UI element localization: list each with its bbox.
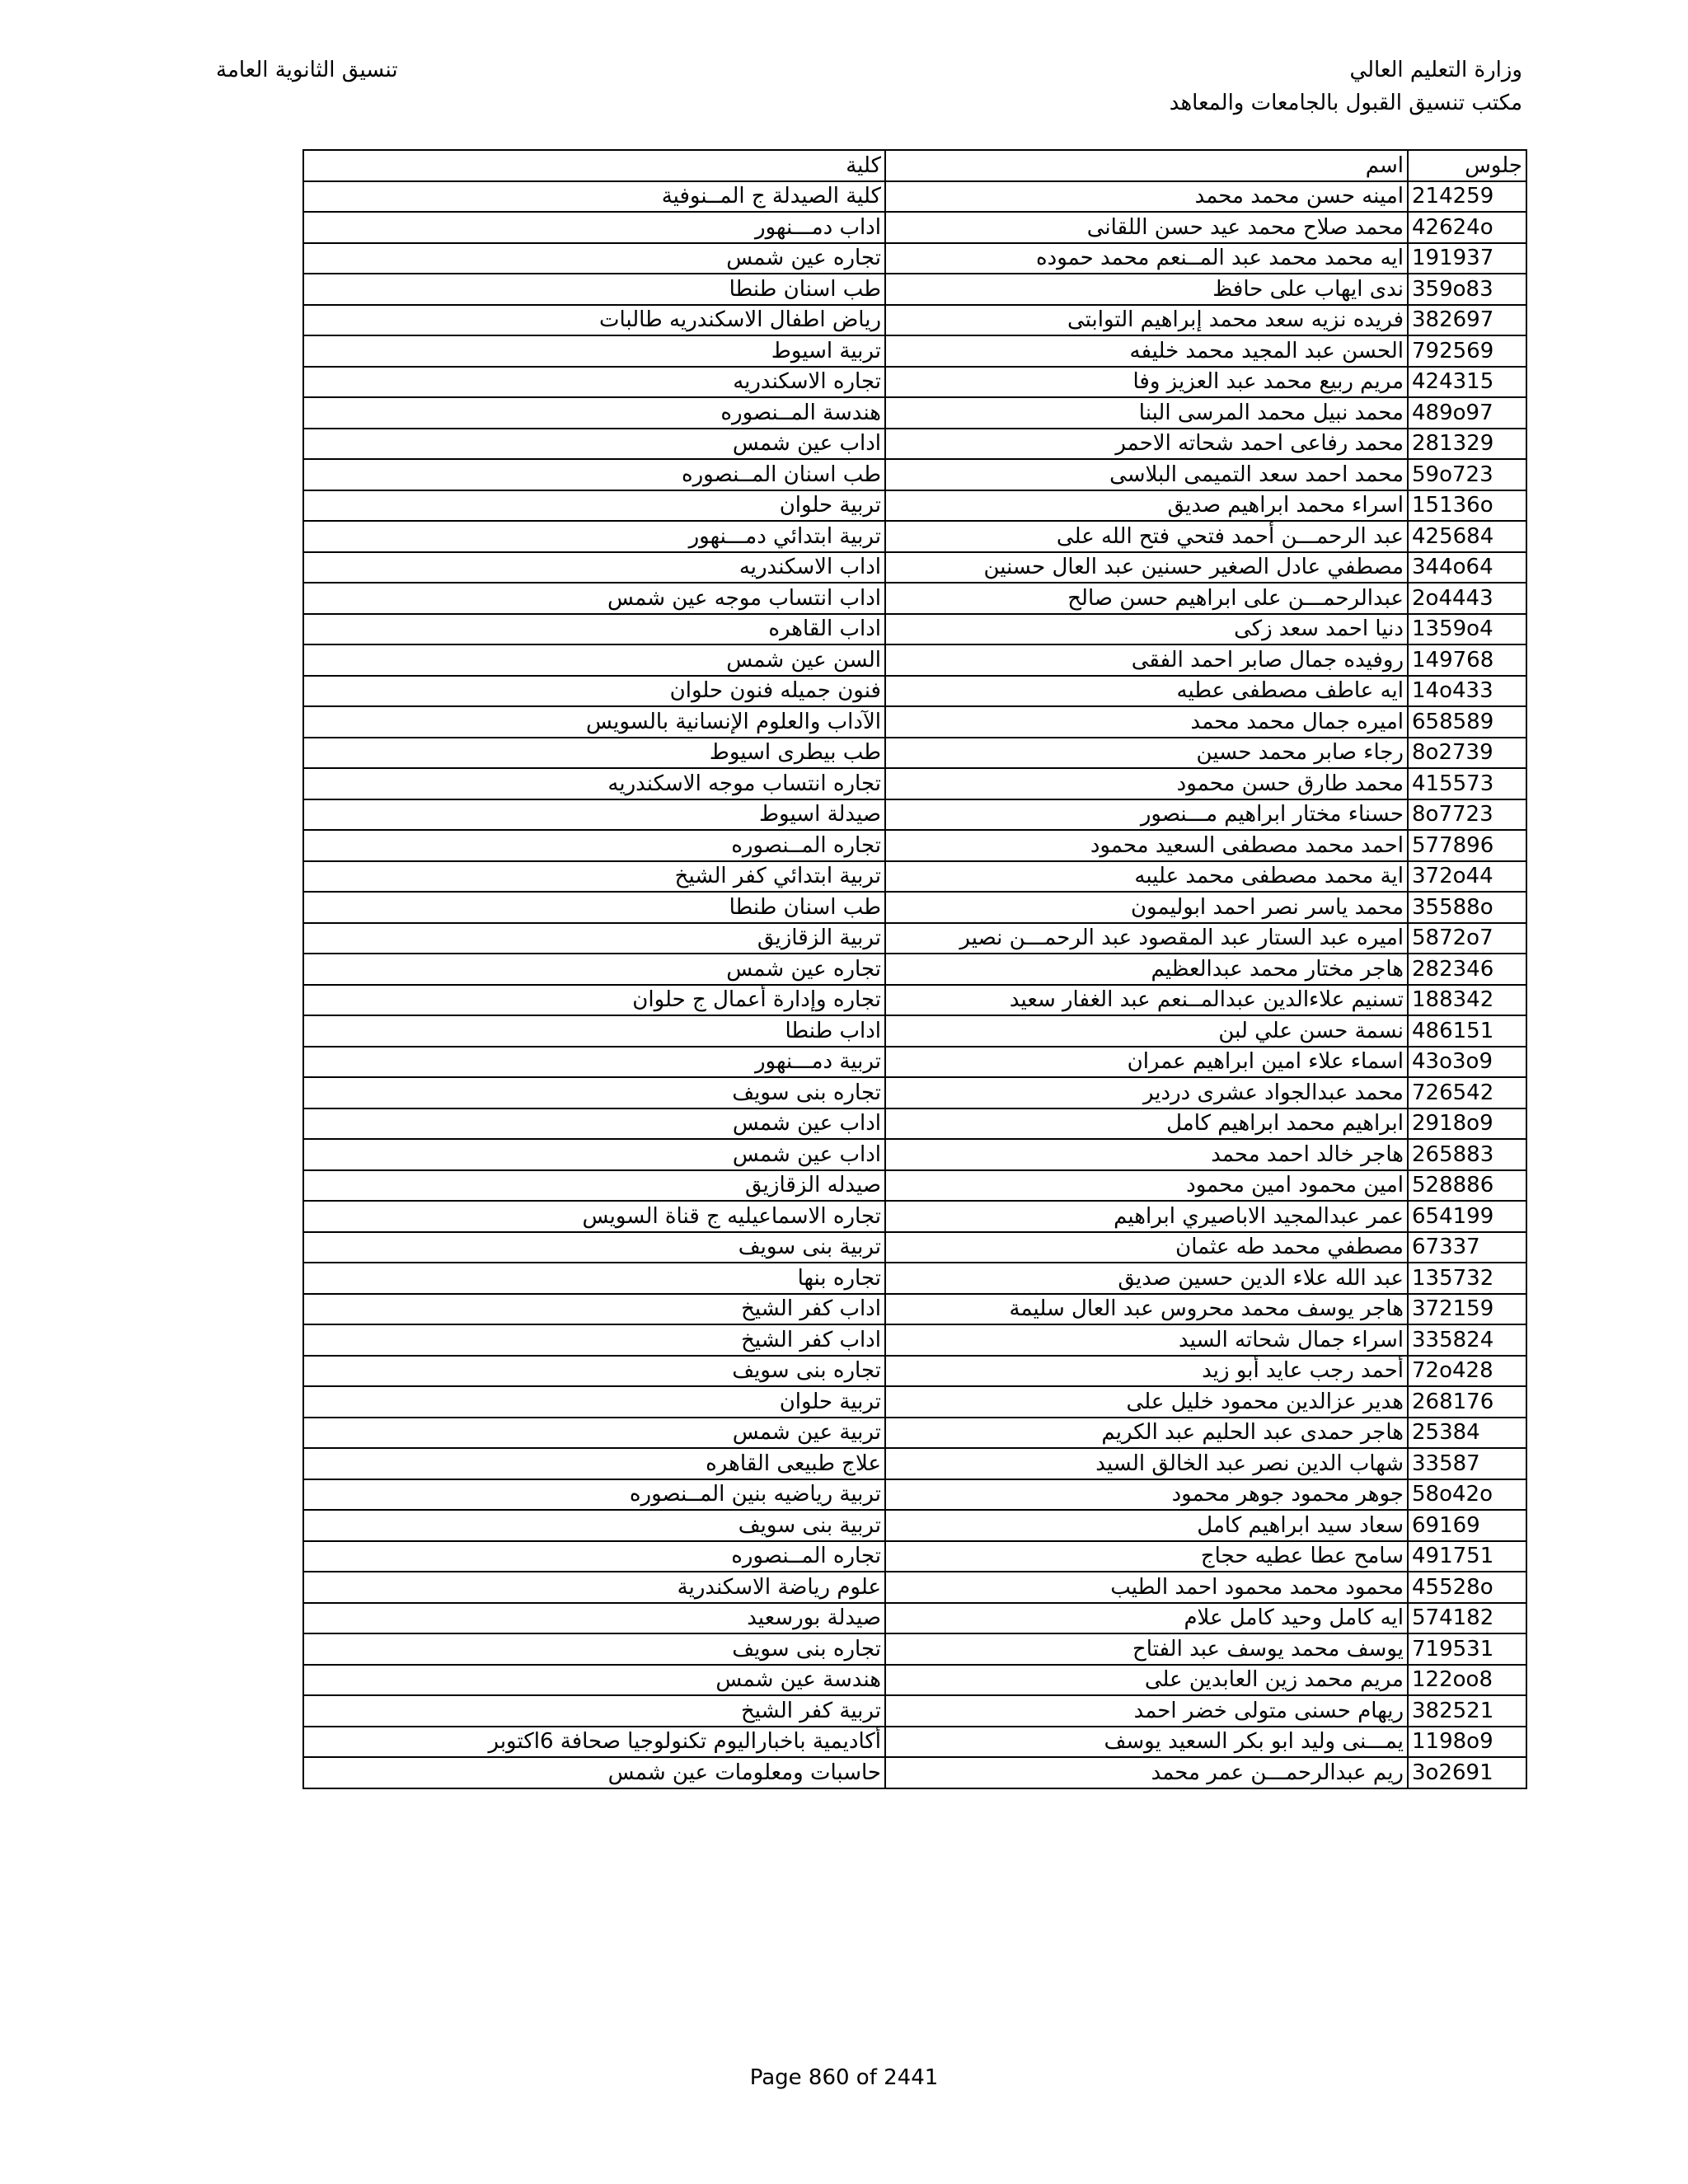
student-name-cell: احمد محمد مصطفى السعيد محمود (885, 830, 1408, 861)
student-name-cell: امينه حسن محمد محمد (885, 181, 1408, 213)
seat-number-cell: 265883 (1408, 1139, 1526, 1170)
document-title: تنسيق الثانوية العامة (216, 58, 398, 82)
table-row (303, 243, 1526, 274)
faculty-cell: تجاره عين شمس (303, 243, 885, 274)
table-row (303, 1263, 1526, 1294)
table-row (303, 212, 1526, 243)
table-row (303, 1201, 1526, 1232)
table-row (303, 644, 1526, 676)
table-row (303, 706, 1526, 738)
seat-number-cell: 59o723 (1408, 459, 1526, 490)
student-name-cell: محمد طارق حسن محمود (885, 768, 1408, 799)
table-row (303, 1170, 1526, 1202)
seat-number-cell: 344o64 (1408, 552, 1526, 583)
seat-number-cell: 382521 (1408, 1695, 1526, 1727)
seat-number-cell: 188342 (1408, 985, 1526, 1016)
faculty-cell: طب اسنان طنطا (303, 274, 885, 305)
faculty-cell: تربية رياضيه بنين المــنصوره (303, 1479, 885, 1511)
student-name-cell: هاجر حمدى عبد الحليم عبد الكريم (885, 1418, 1408, 1449)
seat-number-cell: 67337 (1408, 1232, 1526, 1263)
student-name-cell: اسراء جمال شحاته السيد (885, 1324, 1408, 1356)
seat-number-cell: 268176 (1408, 1386, 1526, 1418)
student-name-cell: محمد صلاح محمد عيد حسن اللقانى (885, 212, 1408, 243)
seat-number-cell: 14o433 (1408, 676, 1526, 707)
student-name-cell: اسماء علاء امين ابراهيم عمران (885, 1047, 1408, 1078)
seat-number-cell: 149768 (1408, 644, 1526, 676)
student-name-cell: روفيده جمال صابر احمد الفقى (885, 644, 1408, 676)
seat-number-cell: 489o97 (1408, 397, 1526, 429)
faculty-cell: اداب القاهره (303, 614, 885, 645)
faculty-cell: تربية حلوان (303, 490, 885, 522)
faculty-cell: تربية اسيوط (303, 335, 885, 367)
student-name-cell: امين محمود امين محمود (885, 1170, 1408, 1202)
table-row (303, 1603, 1526, 1634)
student-name-cell: حسناء مختار ابراهيم مـــنصور (885, 799, 1408, 831)
seat-number-cell: 15136o (1408, 490, 1526, 522)
student-name-cell: محمد رفاعى احمد شحاته الاحمر (885, 429, 1408, 460)
table-row (303, 521, 1526, 552)
seat-number-cell: 654199 (1408, 1201, 1526, 1232)
student-name-cell: اميره عبد الستار عبد المقصود عبد الرحمـــن نصير (885, 923, 1408, 954)
student-name-cell: هدير عزالدين محمود خليل على (885, 1386, 1408, 1418)
table-row (303, 490, 1526, 522)
table-row (303, 861, 1526, 893)
table-row (303, 1510, 1526, 1541)
ministry-title: وزارة التعليم العالي (1349, 58, 1522, 82)
student-name-cell: ايه كامل وحيد كامل علام (885, 1603, 1408, 1634)
faculty-cell: تربية عين شمس (303, 1418, 885, 1449)
seat-number-cell: 486151 (1408, 1015, 1526, 1047)
seat-number-cell: 43o3o9 (1408, 1047, 1526, 1078)
student-name-cell: مريم ربيع محمد عبد العزيز وفا (885, 367, 1408, 398)
table-row (303, 1324, 1526, 1356)
student-name-cell: فريده نزيه سعد محمد إبراهيم التوابتى (885, 305, 1408, 336)
faculty-cell: علوم رياضة الاسكندرية (303, 1572, 885, 1603)
faculty-cell: حاسبات ومعلومات عين شمس (303, 1757, 885, 1788)
table-row (303, 1139, 1526, 1170)
seat-number-cell: 5872o7 (1408, 923, 1526, 954)
seat-number-cell: 658589 (1408, 706, 1526, 738)
table-row (303, 799, 1526, 831)
table-row (303, 738, 1526, 769)
seat-number-cell: 359o83 (1408, 274, 1526, 305)
student-name-cell: هاجر يوسف محمد محروس عبد العال سليمة (885, 1294, 1408, 1325)
student-name-cell: ايه عاطف مصطفى عطيه (885, 676, 1408, 707)
seat-number-cell: 122oo8 (1408, 1665, 1526, 1696)
student-name-cell: تسنيم علاءالدين عبدالمــنعم عبد الغفار سعيد (885, 985, 1408, 1016)
table-header-row (303, 150, 1526, 181)
faculty-cell: تربية دمـــنهور (303, 1047, 885, 1078)
faculty-cell: تجاره الاسكندريه (303, 367, 885, 398)
faculty-cell: تربية الزقازيق (303, 923, 885, 954)
student-name-cell: مصطفي عادل الصغير حسنين عبد العال حسنين (885, 552, 1408, 583)
student-name-cell: اسراء محمد ابراهيم صديق (885, 490, 1408, 522)
table-row (303, 1633, 1526, 1665)
seat-number-cell: 574182 (1408, 1603, 1526, 1634)
faculty-cell: السن عين شمس (303, 644, 885, 676)
faculty-cell: تربية ابتدائي دمـــنهور (303, 521, 885, 552)
student-name-cell: جوهر محمود جوهر محمود (885, 1479, 1408, 1511)
column-header-name: اسم (885, 150, 1408, 181)
seat-number-cell: 425684 (1408, 521, 1526, 552)
student-name-cell: نسمة حسن علي لبن (885, 1015, 1408, 1047)
seat-number-cell: 424315 (1408, 367, 1526, 398)
faculty-cell: تجاره المــنصوره (303, 830, 885, 861)
table-row (303, 1418, 1526, 1449)
table-row (303, 1356, 1526, 1387)
table-row (303, 1077, 1526, 1108)
seat-number-cell: 58o42o (1408, 1479, 1526, 1511)
student-name-cell: ابراهيم محمد ابراهيم كامل (885, 1108, 1408, 1140)
faculty-cell: طب بيطرى اسيوط (303, 738, 885, 769)
seat-number-cell: 415573 (1408, 768, 1526, 799)
student-name-cell: عبد الله علاء الدين حسين صديق (885, 1263, 1408, 1294)
faculty-cell: تجاره وإدارة أعمال ج حلوان (303, 985, 885, 1016)
seat-number-cell: 45528o (1408, 1572, 1526, 1603)
seat-number-cell: 372159 (1408, 1294, 1526, 1325)
seat-number-cell: 382697 (1408, 305, 1526, 336)
seat-number-cell: 2918o9 (1408, 1108, 1526, 1140)
seat-number-cell: 792569 (1408, 335, 1526, 367)
faculty-cell: تجاره بنى سويف (303, 1356, 885, 1387)
student-name-cell: سامح عطا عطيه حجاج (885, 1541, 1408, 1572)
student-name-cell: اميره جمال محمد محمد (885, 706, 1408, 738)
seat-number-cell: 3o2691 (1408, 1757, 1526, 1788)
table-row (303, 768, 1526, 799)
student-name-cell: مريم محمد زين العابدين على (885, 1665, 1408, 1696)
table-row (303, 923, 1526, 954)
student-name-cell: أحمد رجب عايد أبو زيد (885, 1356, 1408, 1387)
faculty-cell: اداب عين شمس (303, 1108, 885, 1140)
table-row (303, 1572, 1526, 1603)
table-row (303, 1294, 1526, 1325)
table-row (303, 892, 1526, 923)
seat-number-cell: 214259 (1408, 181, 1526, 213)
table-row (303, 367, 1526, 398)
faculty-cell: اداب طنطا (303, 1015, 885, 1047)
faculty-cell: اداب كفر الشيخ (303, 1324, 885, 1356)
faculty-cell: تربية ابتدائي كفر الشيخ (303, 861, 885, 893)
seat-number-cell: 726542 (1408, 1077, 1526, 1108)
table-row (303, 1047, 1526, 1078)
student-name-cell: محمد ياسر نصر احمد ابوليمون (885, 892, 1408, 923)
faculty-cell: علاج طبيعى القاهره (303, 1448, 885, 1479)
table-row (303, 1727, 1526, 1758)
table-row (303, 397, 1526, 429)
student-name-cell: دنيا احمد سعد زكى (885, 614, 1408, 645)
faculty-cell: تجاره بنى سويف (303, 1633, 885, 1665)
student-name-cell: عمر عبدالمجيد الاباصيري ابراهيم (885, 1201, 1408, 1232)
seat-number-cell: 191937 (1408, 243, 1526, 274)
faculty-cell: كلية الصيدلة ج المــنوفية (303, 181, 885, 213)
column-header-seat: جلوس (1408, 150, 1526, 181)
faculty-cell: تربية حلوان (303, 1386, 885, 1418)
table-row (303, 1386, 1526, 1418)
faculty-cell: هندسة المــنصوره (303, 397, 885, 429)
faculty-cell: اداب انتساب موجه عين شمس (303, 583, 885, 614)
faculty-cell: تجاره عين شمس (303, 954, 885, 985)
faculty-cell: طب اسنان المــنصوره (303, 459, 885, 490)
table-row (303, 830, 1526, 861)
faculty-cell: هندسة عين شمس (303, 1665, 885, 1696)
table-row (303, 181, 1526, 213)
student-name-cell: شهاب الدين نصر عبد الخالق السيد (885, 1448, 1408, 1479)
faculty-cell: اداب كفر الشيخ (303, 1294, 885, 1325)
seat-number-cell: 372o44 (1408, 861, 1526, 893)
student-name-cell: ندى ايهاب على حافظ (885, 274, 1408, 305)
student-name-cell: يوسف محمد يوسف عبد الفتاح (885, 1633, 1408, 1665)
faculty-cell: صيدله الزقازيق (303, 1170, 885, 1202)
table-row (303, 552, 1526, 583)
faculty-cell: تربية كفر الشيخ (303, 1695, 885, 1727)
table-row (303, 1448, 1526, 1479)
student-name-cell: سعاد سيد ابراهيم كامل (885, 1510, 1408, 1541)
seat-number-cell: 135732 (1408, 1263, 1526, 1294)
faculty-cell: تربية بنى سويف (303, 1232, 885, 1263)
table-row (303, 305, 1526, 336)
student-name-cell: محمد نبيل محمد المرسى البنا (885, 397, 1408, 429)
faculty-cell: صيدلة اسيوط (303, 799, 885, 831)
table-row (303, 614, 1526, 645)
seat-number-cell: 8o2739 (1408, 738, 1526, 769)
column-header-faculty: كلية (303, 150, 885, 181)
faculty-cell: فنون جميله فنون حلوان (303, 676, 885, 707)
seat-number-cell: 491751 (1408, 1541, 1526, 1572)
faculty-cell: تجاره بنى سويف (303, 1077, 885, 1108)
table-row (303, 985, 1526, 1016)
student-name-cell: ايه محمد محمد عبد المــنعم محمد حموده (885, 243, 1408, 274)
student-name-cell: مصطفي محمد طه عثمان (885, 1232, 1408, 1263)
table-row (303, 583, 1526, 614)
seat-number-cell: 1198o9 (1408, 1727, 1526, 1758)
seat-number-cell: 528886 (1408, 1170, 1526, 1202)
faculty-cell: اداب عين شمس (303, 429, 885, 460)
seat-number-cell: 72o428 (1408, 1356, 1526, 1387)
student-name-cell: محمود محمد محمود احمد الطيب (885, 1572, 1408, 1603)
student-name-cell: هاجر مختار محمد عبدالعظيم (885, 954, 1408, 985)
student-name-cell: عبدالرحمـــن على ابراهيم حسن صالح (885, 583, 1408, 614)
seat-number-cell: 281329 (1408, 429, 1526, 460)
seat-number-cell: 282346 (1408, 954, 1526, 985)
student-name-cell: يمـــنى وليد ابو بكر السعيد يوسف (885, 1727, 1408, 1758)
table-row (303, 335, 1526, 367)
student-name-cell: ريم عبدالرحمـــن عمر محمد (885, 1757, 1408, 1788)
seat-number-cell: 2o4443 (1408, 583, 1526, 614)
faculty-cell: تجاره انتساب موجه الاسكندريه (303, 768, 885, 799)
table-row (303, 1541, 1526, 1572)
table-row (303, 429, 1526, 460)
student-name-cell: الحسن عبد المجيد محمد خليفه (885, 335, 1408, 367)
seat-number-cell: 8o7723 (1408, 799, 1526, 831)
faculty-cell: الآداب والعلوم الإنسانية بالسويس (303, 706, 885, 738)
student-name-cell: عبد الرحمـــن أحمد فتحي فتح الله على (885, 521, 1408, 552)
seat-number-cell: 35588o (1408, 892, 1526, 923)
faculty-cell: تربية بنى سويف (303, 1510, 885, 1541)
table-row (303, 1479, 1526, 1511)
faculty-cell: صيدلة بورسعيد (303, 1603, 885, 1634)
faculty-cell: تجاره الاسماعيليه ج قناة السويس (303, 1201, 885, 1232)
student-name-cell: محمد احمد سعد التميمى البلاسى (885, 459, 1408, 490)
table-row (303, 1665, 1526, 1696)
faculty-cell: تجاره المــنصوره (303, 1541, 885, 1572)
table-row (303, 459, 1526, 490)
faculty-cell: طب اسنان طنطا (303, 892, 885, 923)
student-name-cell: هاجر خالد احمد محمد (885, 1139, 1408, 1170)
page-number: Page 860 of 2441 (749, 2065, 939, 2090)
student-name-cell: رجاء صابر محمد حسين (885, 738, 1408, 769)
table-row (303, 1757, 1526, 1788)
table-row (303, 1232, 1526, 1263)
table-row (303, 274, 1526, 305)
table-row (303, 1015, 1526, 1047)
table-row (303, 954, 1526, 985)
student-name-cell: ريهام حسنى متولى خضر احمد (885, 1695, 1408, 1727)
seat-number-cell: 33587 (1408, 1448, 1526, 1479)
student-name-cell: اية محمد مصطفى محمد عليبه (885, 861, 1408, 893)
seat-number-cell: 335824 (1408, 1324, 1526, 1356)
admissions-table (302, 149, 1527, 1789)
table-row (303, 676, 1526, 707)
seat-number-cell: 69169 (1408, 1510, 1526, 1541)
faculty-cell: أكاديمية باخباراليوم تكنولوجيا صحافة 6اكتوبر (303, 1727, 885, 1758)
office-title: مكتب تنسيق القبول بالجامعات والمعاهد (1169, 91, 1522, 115)
faculty-cell: اداب الاسكندريه (303, 552, 885, 583)
student-name-cell: محمد عبدالجواد عشرى دردير (885, 1077, 1408, 1108)
faculty-cell: تجاره بنها (303, 1263, 885, 1294)
seat-number-cell: 1359o4 (1408, 614, 1526, 645)
seat-number-cell: 719531 (1408, 1633, 1526, 1665)
seat-number-cell: 577896 (1408, 830, 1526, 861)
table-body (303, 181, 1526, 1788)
seat-number-cell: 42624o (1408, 212, 1526, 243)
table-row (303, 1695, 1526, 1727)
seat-number-cell: 25384 (1408, 1418, 1526, 1449)
table-row (303, 1108, 1526, 1140)
faculty-cell: رياض اطفال الاسكندريه طالبات (303, 305, 885, 336)
faculty-cell: اداب دمـــنهور (303, 212, 885, 243)
faculty-cell: اداب عين شمس (303, 1139, 885, 1170)
